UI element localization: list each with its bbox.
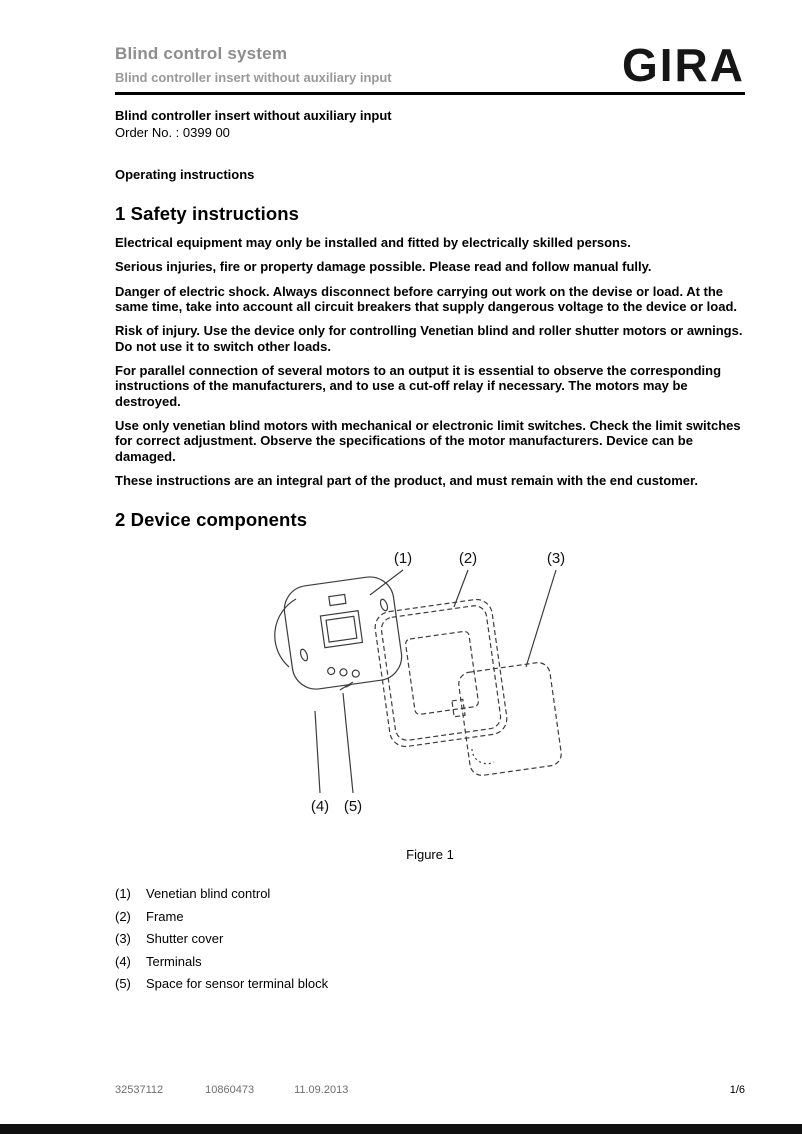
figure-label-2: (2) xyxy=(458,550,478,568)
footer-date: 11.09.2013 xyxy=(294,1084,349,1096)
leader-line-5 xyxy=(343,693,353,793)
item-number: (3) xyxy=(115,931,131,947)
product-name: Blind controller insert without auxiliary input xyxy=(115,108,392,123)
figure-caption: Figure 1 xyxy=(406,847,454,863)
components-heading: 2 Device components xyxy=(115,509,308,531)
doc-type-label: Operating instructions xyxy=(115,167,255,182)
safety-paragraph: For parallel connection of several motors to an output it is essential to observe the corresponding instructions of the manufacturers, and to use a cut-off relay if necessary. The motors may be destroyed. xyxy=(115,362,722,409)
item-label: Terminals xyxy=(146,953,202,969)
item-label: Frame xyxy=(146,908,184,924)
header-text-block xyxy=(115,44,392,85)
device-exploded-diagram xyxy=(260,543,600,843)
safety-paragraph: Serious injuries, fire or property damage possible. Please read and follow manual fully. xyxy=(115,259,652,275)
item-label: Shutter cover xyxy=(146,931,224,947)
leader-line-4 xyxy=(315,711,320,793)
list-item xyxy=(115,909,745,924)
safety-paragraph: Electrical equipment may only be installed and fitted by electrically skilled persons. xyxy=(115,235,631,250)
order-number: Order No. : 0399 00 xyxy=(115,125,230,140)
doc-subtitle: Blind controller insert without auxiliary input xyxy=(115,70,392,85)
list-item xyxy=(115,954,745,969)
page-footer xyxy=(115,1084,745,1096)
list-item xyxy=(115,886,745,901)
item-label: Venetian blind control xyxy=(146,886,271,902)
figure-1 xyxy=(115,543,745,862)
page-header xyxy=(115,38,745,91)
footer-ref-2: 10860473 xyxy=(205,1084,255,1096)
figure-label-4: (4) xyxy=(310,798,330,816)
figure-label-3: (3) xyxy=(546,550,566,568)
item-label: Space for sensor terminal block xyxy=(146,976,329,992)
list-item xyxy=(115,931,745,946)
leader-line-3 xyxy=(526,570,556,667)
item-number: (1) xyxy=(115,886,131,902)
item-number: (4) xyxy=(115,953,131,969)
doc-title: Blind control system xyxy=(115,44,288,63)
gira-logo: GIRA xyxy=(622,38,745,91)
header-divider xyxy=(115,92,745,95)
figure-label-5: (5) xyxy=(343,798,363,816)
list-item xyxy=(115,976,745,991)
safety-paragraph: Risk of injury. Use the device only for controlling Venetian blind and roller shutter motors or awnings. Do not use it to switch other loads. xyxy=(115,323,743,354)
item-number: (5) xyxy=(115,976,131,992)
page-content xyxy=(115,0,745,999)
footer-ref-1: 32537112 xyxy=(115,1084,164,1096)
component-list xyxy=(115,886,745,991)
figure-label-1: (1) xyxy=(393,550,413,568)
safety-paragraph: Use only venetian blind motors with mechanical or electronic limit switches. Check the limit switches for correct adjustment. Observe the specifications of the motor manufacturers. Device can be damaged. xyxy=(115,417,741,464)
safety-heading: 1 Safety instructions xyxy=(115,203,300,224)
item-number: (2) xyxy=(115,908,131,924)
page-number: 1/6 xyxy=(729,1084,745,1096)
safety-paragraph: Danger of electric shock. Always disconnect before carrying out work on the devise or load. At the same time, take into account all circuit breakers that supply dangerous voltage to the device or load. xyxy=(115,283,738,314)
insert-drawing xyxy=(275,574,405,692)
bottom-bar xyxy=(0,1124,802,1134)
safety-paragraph: These instructions are an integral part of the product, and must remain with the end customer. xyxy=(115,472,698,488)
frame-drawing xyxy=(373,598,509,749)
leader-line-1 xyxy=(370,570,403,595)
